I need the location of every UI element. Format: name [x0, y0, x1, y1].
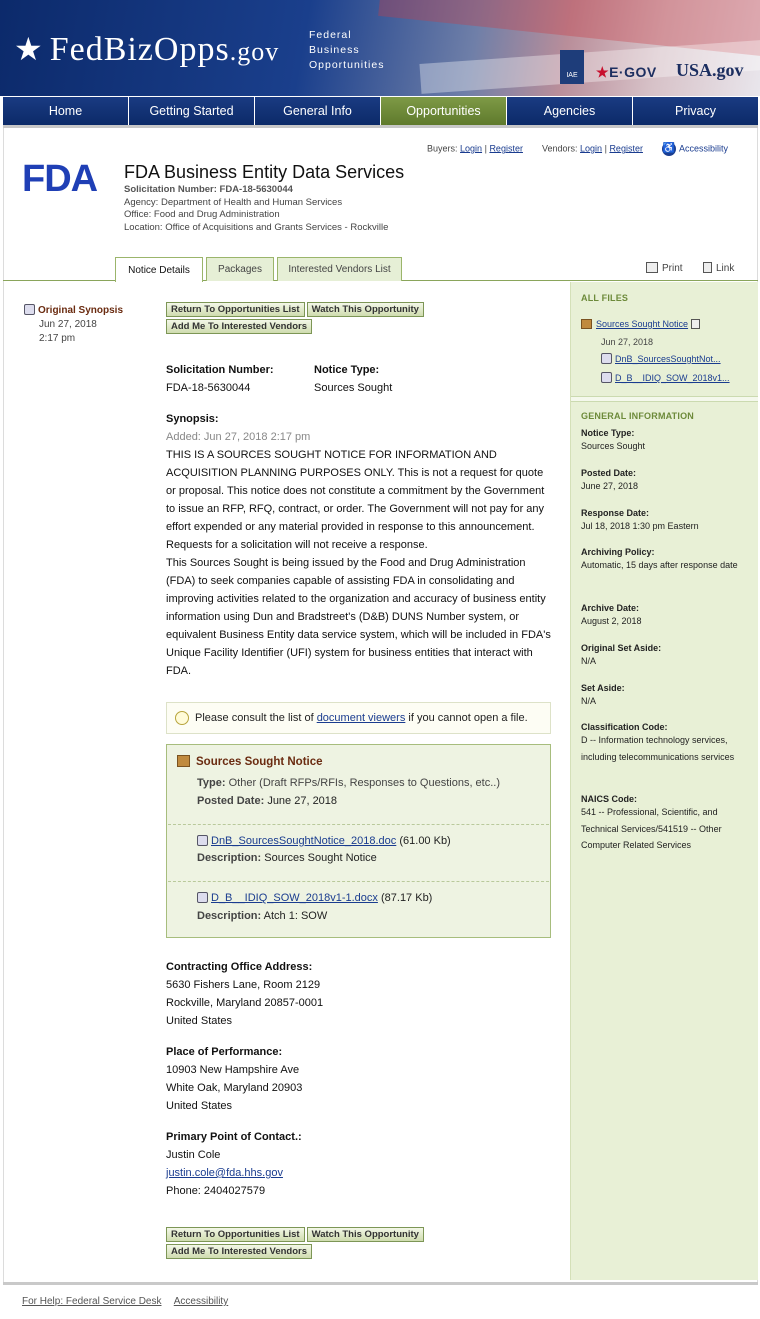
print-label: Print — [662, 263, 683, 274]
synopsis-added: Added: Jun 27, 2018 2:17 pm — [166, 431, 311, 443]
subtitle-line: Opportunities — [309, 59, 385, 71]
footer — [22, 1296, 238, 1307]
sidebar-field — [581, 643, 749, 670]
nav-agencies[interactable]: Agencies — [507, 97, 633, 125]
contact-email-link[interactable]: justin.cole@fda.hhs.gov — [166, 1167, 283, 1179]
watch-opportunity-button[interactable]: Watch This Opportunity — [307, 1227, 424, 1242]
tab-interested-vendors[interactable]: Interested Vendors List — [277, 257, 402, 281]
contact-name: Justin Cole — [166, 1149, 221, 1161]
sidebar-field — [581, 547, 749, 574]
package-type-value: Other (Draft RFPs/RFIs, Responses to Questions, etc..) — [228, 777, 501, 789]
document-icon — [601, 372, 612, 383]
file-desc-label: Description: — [197, 852, 262, 864]
star-icon: ★ — [596, 64, 610, 80]
contact-phone: Phone: 2404027579 — [166, 1185, 266, 1197]
file-link-1[interactable]: DnB_SourcesSoughtNotice_2018.doc — [211, 835, 397, 847]
main-nav — [3, 97, 758, 128]
file-desc: Atch 1: SOW — [263, 910, 328, 922]
tip-text: Please consult the list of — [195, 712, 314, 724]
package-box — [166, 744, 551, 938]
usagov-logo[interactable]: USA.gov — [676, 60, 744, 80]
office-line: Office: Food and Drug Administration — [124, 209, 280, 220]
sidebar-field — [581, 794, 749, 854]
sidebar-field — [581, 428, 749, 455]
document-icon — [197, 892, 208, 903]
address-line: United States — [166, 1100, 233, 1112]
frame-border — [3, 128, 4, 1282]
printer-icon — [646, 262, 658, 273]
tip-text: if you cannot open a file. — [408, 712, 528, 724]
logo-suffix: .gov — [229, 37, 280, 66]
logo-subtitle — [309, 28, 384, 73]
separator: | — [604, 143, 607, 154]
fda-logo-text: FDA — [22, 160, 98, 196]
vendors-login-link[interactable]: Login — [580, 143, 603, 154]
address-line: 10903 New Hampshire Ave — [166, 1064, 300, 1076]
synopsis-history — [24, 304, 123, 346]
solicitation-label: Solicitation Number: — [166, 364, 274, 376]
header-banner — [0, 0, 760, 96]
package-type-label: Type: — [197, 777, 226, 789]
field-value: Jul 18, 2018 1:30 pm Eastern — [581, 521, 699, 531]
notice-type-value: Sources Sought — [314, 382, 393, 394]
synopsis-title: Original Synopsis — [38, 305, 124, 316]
add-interested-vendor-button[interactable]: Add Me To Interested Vendors — [166, 1244, 312, 1259]
performance-label: Place of Performance: — [166, 1046, 283, 1058]
logo-text: FedBizOpps — [49, 31, 230, 68]
synopsis-body — [166, 410, 551, 680]
solicitation-line: Solicitation Number: FDA-18-5630044 — [124, 184, 293, 195]
sidebar — [570, 282, 758, 1280]
nav-general-info[interactable]: General Info — [255, 97, 381, 125]
print-button[interactable] — [646, 262, 683, 274]
original-synopsis-link[interactable] — [24, 304, 123, 318]
subtitle-line: Business — [309, 44, 360, 56]
sidebar-field — [581, 603, 749, 630]
field-value: Automatic, 15 days after response date — [581, 560, 738, 570]
iae-logo[interactable]: IAE — [560, 50, 584, 84]
sidebar-file-link-2[interactable]: D_B__IDIQ_SOW_2018v1... — [615, 373, 730, 383]
document-icon — [691, 319, 700, 329]
tab-packages[interactable]: Packages — [206, 257, 274, 281]
field-label: Response Date: — [581, 508, 650, 518]
link-label: Link — [716, 263, 735, 274]
package-icon — [177, 755, 190, 767]
document-icon — [24, 304, 35, 315]
sidebar-file-1 — [601, 353, 721, 364]
action-buttons-top — [166, 302, 426, 317]
sidebar-field — [581, 683, 749, 710]
sidebar-package — [581, 319, 704, 329]
solicitation-value: FDA-18-5630044 — [166, 382, 251, 394]
nav-opportunities[interactable]: Opportunities — [381, 97, 507, 125]
synopsis-time: 2:17 pm — [39, 333, 76, 344]
subtitle-line: Federal — [309, 29, 352, 41]
action-buttons-bottom-2 — [166, 1244, 314, 1259]
sidebar-field — [581, 508, 749, 535]
tab-bar — [3, 257, 758, 281]
tab-notice-details[interactable]: Notice Details — [115, 257, 203, 282]
agency-info — [124, 184, 388, 234]
point-of-contact — [166, 1128, 551, 1200]
field-value: 541 -- Professional, Scientific, and Technical Services/541519 -- Other Computer Related Services — [581, 807, 722, 850]
package-file-2-desc — [197, 910, 327, 922]
return-to-list-button[interactable]: Return To Opportunities List — [166, 1227, 305, 1242]
field-value: August 2, 2018 — [581, 616, 642, 626]
watch-opportunity-button[interactable]: Watch This Opportunity — [307, 302, 424, 317]
document-viewer-tip — [166, 702, 551, 734]
sidebar-package-date: Jun 27, 2018 — [601, 337, 654, 347]
vendors-register-link[interactable]: Register — [609, 143, 643, 154]
field-label: Original Set Aside: — [581, 643, 662, 653]
account-links — [427, 142, 728, 156]
file-size: (61.00 Kb) — [399, 835, 451, 847]
contracting-label: Contracting Office Address: — [166, 961, 313, 973]
buyers-register-link[interactable]: Register — [489, 143, 523, 154]
address-line: 5630 Fishers Lane, Room 2129 — [166, 979, 321, 991]
buyers-login-link[interactable]: Login — [460, 143, 483, 154]
field-value: D -- Information technology services, including telecommunications services — [581, 735, 735, 762]
buyers-label: Buyers: — [427, 143, 458, 154]
fedbizopps-logo[interactable] — [14, 30, 279, 69]
sidebar-field — [581, 722, 749, 765]
file-link-2[interactable]: D_B__IDIQ_SOW_2018v1-1.docx — [211, 892, 378, 904]
field-label: Set Aside: — [581, 683, 625, 693]
star-icon: ★ — [14, 31, 44, 67]
link-button[interactable] — [703, 262, 734, 274]
field-label: Notice Type: — [581, 428, 635, 438]
file-size: (87.17 Kb) — [380, 892, 433, 904]
notice-header — [166, 361, 551, 397]
address-line: Rockville, Maryland 20857-0001 — [166, 997, 324, 1009]
field-value: Sources Sought — [581, 441, 646, 451]
package-type — [197, 777, 500, 789]
file-desc: Sources Sought Notice — [264, 852, 377, 864]
vendors-label: Vendors: — [541, 143, 578, 154]
field-label: Classification Code: — [581, 722, 668, 732]
fda-logo — [22, 160, 106, 196]
package-file-2 — [197, 892, 432, 904]
field-label: NAICS Code: — [581, 794, 637, 804]
footer-accessibility-link[interactable]: Accessibility — [173, 1296, 229, 1307]
action-buttons-bottom — [166, 1227, 426, 1242]
package-file-1 — [197, 835, 451, 847]
agency-line: Agency: Department of Health and Human Services — [124, 196, 343, 208]
sidebar-file-2 — [601, 372, 730, 383]
place-of-performance — [166, 1043, 551, 1115]
add-interested-vendor-button[interactable]: Add Me To Interested Vendors — [166, 319, 312, 334]
field-value: N/A — [581, 696, 597, 706]
field-label: Archiving Policy: — [581, 547, 655, 557]
field-value: N/A — [581, 656, 597, 666]
nav-privacy[interactable]: Privacy — [633, 97, 758, 125]
synopsis-date: Jun 27, 2018 — [39, 319, 97, 330]
package-icon — [581, 319, 592, 329]
sidebar-field — [581, 468, 749, 495]
accessibility-link[interactable]: Accessibility — [678, 143, 728, 154]
synopsis-paragraph-2: This Sources Sought is being issued by the Food and Drug Administration (FDA) to seek companies capable of assisting FDA in consolidating and improving activities related to the organization and accuracy of business entity information using Dun and Bradstreet's (D&B) DUNS Number system, or equivalent Business Entity data service system, which will be included in FDA's Unique Facility Identifier (UFI) system for business entities that interact with FDA. — [166, 557, 551, 677]
separator: | — [484, 143, 487, 154]
accessibility-icon[interactable]: ♿ — [662, 143, 676, 154]
action-buttons-top-2 — [166, 319, 314, 334]
lightbulb-icon — [175, 711, 189, 725]
field-label: Posted Date: — [581, 468, 637, 478]
sidebar-package-link[interactable]: Sources Sought Notice — [596, 319, 689, 329]
document-icon — [601, 353, 612, 364]
synopsis-label: Synopsis: — [166, 413, 219, 425]
package-title — [177, 755, 323, 768]
link-icon — [703, 262, 712, 273]
field-label: Archive Date: — [581, 603, 640, 613]
package-posted-value: June 27, 2018 — [267, 795, 338, 807]
notice-type-label: Notice Type: — [314, 364, 380, 376]
package-file-1-desc — [197, 852, 377, 864]
return-to-list-button[interactable]: Return To Opportunities List — [166, 302, 305, 317]
federal-service-desk-link[interactable]: For Help: Federal Service Desk — [22, 1296, 162, 1307]
contracting-office — [166, 958, 551, 1030]
sidebar-file-link-1[interactable]: DnB_SourcesSoughtNot... — [615, 354, 721, 364]
nav-getting-started[interactable]: Getting Started — [129, 97, 255, 125]
all-files-title: ALL FILES — [581, 293, 629, 303]
divider — [168, 881, 549, 882]
nav-home[interactable]: Home — [3, 97, 129, 125]
file-desc-label: Description: — [197, 910, 262, 922]
field-value: June 27, 2018 — [581, 481, 639, 491]
divider — [168, 824, 549, 825]
egov-text: E·GOV — [609, 64, 657, 80]
agency-title: FDA Business Entity Data Services — [124, 162, 405, 182]
egov-logo[interactable] — [596, 64, 657, 81]
document-viewers-link[interactable]: document viewers — [316, 712, 406, 724]
document-icon — [197, 835, 208, 846]
address-line: White Oak, Maryland 20903 — [166, 1082, 303, 1094]
package-posted — [197, 795, 337, 807]
footer-divider — [3, 1282, 758, 1285]
synopsis-paragraph-1: THIS IS A SOURCES SOUGHT NOTICE FOR INFORMATION AND ACQUISITION PLANNING PURPOSES ONLY. This is not a request for quote or proposal. This notice does not constitute a commitment by the Government to issue an RFP, RFQ, contract, or order. The Government will not pay for any effort expended or any material provided in response to this announcement. Requests for a solicitation will not receive a response. — [166, 449, 545, 551]
address-line: United States — [166, 1015, 233, 1027]
package-title-text: Sources Sought Notice — [196, 756, 323, 768]
contact-label: Primary Point of Contact.: — [166, 1131, 302, 1143]
general-info-title: GENERAL INFORMATION — [581, 411, 694, 421]
divider — [571, 396, 758, 402]
location-line: Location: Office of Acquisitions and Grants Services - Rockville — [124, 221, 389, 233]
package-posted-label: Posted Date: — [197, 795, 265, 807]
